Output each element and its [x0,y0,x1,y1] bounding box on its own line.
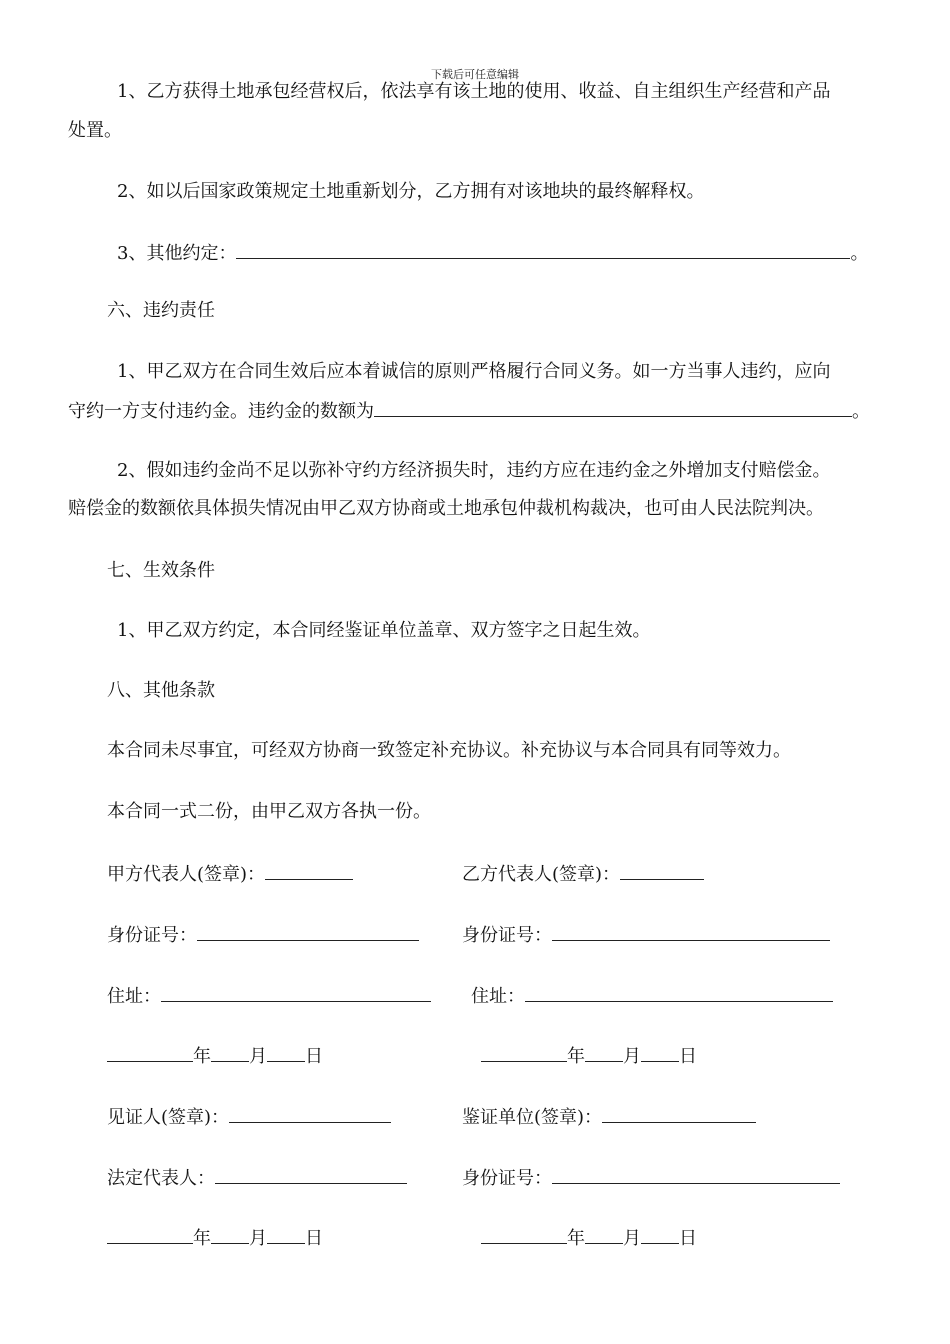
party-b-address-row [471,983,833,1009]
section-6-title: 六、违约责任 [107,300,215,321]
authenticator-month-blank[interactable] [585,1225,623,1244]
clause-5-1-line2: 处置。 [68,120,122,141]
clause-5-3 [117,240,868,266]
legal-rep-id-label: 身份证号： [462,1168,552,1189]
year-label: 年 [567,1228,585,1249]
witness-row [107,1104,391,1130]
month-label: 月 [249,1046,267,1067]
clause-8-para1: 本合同未尽事宜，可经双方协商一致签定补充协议。补充协议与本合同具有同等效力。 [107,740,791,761]
legal-rep-id-blank[interactable] [552,1165,840,1184]
other-terms-blank[interactable] [236,240,850,259]
month-label: 月 [623,1046,641,1067]
authenticator-date-row [481,1225,697,1251]
party-b-rep-blank[interactable] [620,861,704,880]
witness-label: 见证人(签章)： [107,1107,230,1128]
witness-year-blank[interactable] [107,1225,193,1244]
year-label: 年 [193,1046,211,1067]
day-label: 日 [305,1046,323,1067]
clause-6-1-line1: 1、甲乙双方在合同生效后应本着诚信的原则严格履行合同义务。如一方当事人违约，应向 [117,361,831,382]
authenticator-row [462,1104,756,1130]
section-7-title: 七、生效条件 [107,560,215,581]
party-a-address-row [107,983,431,1009]
clause-5-2: 2、如以后国家政策规定土地重新划分，乙方拥有对该地块的最终解释权。 [117,181,705,202]
authenticator-label: 鉴证单位(签章)： [462,1107,603,1128]
party-b-month-blank[interactable] [585,1043,623,1062]
party-b-id-row [462,922,830,948]
clause-8-para2: 本合同一式二份，由甲乙双方各执一份。 [107,801,431,822]
legal-rep-blank[interactable] [215,1165,407,1184]
party-b-id-blank[interactable] [552,922,830,941]
authenticator-year-blank[interactable] [481,1225,567,1244]
witness-month-blank[interactable] [211,1225,249,1244]
clause-6-1-end: 。 [852,401,870,422]
party-a-id-row [107,922,419,948]
month-label: 月 [623,1228,641,1249]
party-a-id-label: 身份证号： [107,925,197,946]
party-a-rep-label: 甲方代表人(签章)： [107,864,266,885]
section-8-title: 八、其他条款 [107,680,215,701]
witness-date-row [107,1225,323,1251]
day-label: 日 [305,1228,323,1249]
clause-5-3-end: 。 [850,243,869,264]
clause-6-2-line1: 2、假如违约金尚不足以弥补守约方经济损失时，违约方应在违约金之外增加支付赔偿金。 [117,460,831,481]
header-note: 下载后可任意编辑 [431,68,519,81]
party-a-month-blank[interactable] [211,1043,249,1062]
party-a-address-blank[interactable] [161,983,431,1002]
party-a-id-blank[interactable] [197,922,419,941]
party-a-date-row [107,1043,323,1069]
party-b-date-row [481,1043,697,1069]
party-b-rep-label: 乙方代表人(签章)： [462,864,621,885]
year-label: 年 [567,1046,585,1067]
party-a-rep-row [107,861,353,887]
year-label: 年 [193,1228,211,1249]
penalty-amount-blank[interactable] [374,398,852,417]
clause-6-1-label: 守约一方支付违约金。违约金的数额为 [68,401,374,422]
clause-5-3-label: 3、其他约定： [117,243,237,264]
legal-rep-label: 法定代表人： [107,1168,215,1189]
clause-7-1: 1、甲乙双方约定，本合同经鉴证单位盖章、双方签字之日起生效。 [117,620,651,641]
legal-rep-id-row [462,1165,840,1191]
party-b-id-label: 身份证号： [462,925,552,946]
party-a-year-blank[interactable] [107,1043,193,1062]
party-b-rep-row [462,861,704,887]
party-a-address-label: 住址： [107,986,161,1007]
party-a-day-blank[interactable] [267,1043,305,1062]
party-b-address-label: 住址： [471,986,525,1007]
month-label: 月 [249,1228,267,1249]
clause-6-2-line2: 赔偿金的数额依具体损失情况由甲乙双方协商或土地承包仲裁机构裁决，也可由人民法院判决。 [68,498,824,519]
authenticator-day-blank[interactable] [641,1225,679,1244]
party-b-year-blank[interactable] [481,1043,567,1062]
clause-5-1-line1: 1、乙方获得土地承包经营权后，依法享有该土地的使用、收益、自主组织生产经营和产品 [117,81,831,102]
party-b-address-blank[interactable] [525,983,833,1002]
party-b-day-blank[interactable] [641,1043,679,1062]
clause-6-1-line2 [68,398,870,424]
party-a-rep-blank[interactable] [265,861,353,880]
day-label: 日 [679,1228,697,1249]
witness-day-blank[interactable] [267,1225,305,1244]
witness-blank[interactable] [229,1104,391,1123]
legal-rep-row [107,1165,407,1191]
day-label: 日 [679,1046,697,1067]
authenticator-blank[interactable] [602,1104,756,1123]
